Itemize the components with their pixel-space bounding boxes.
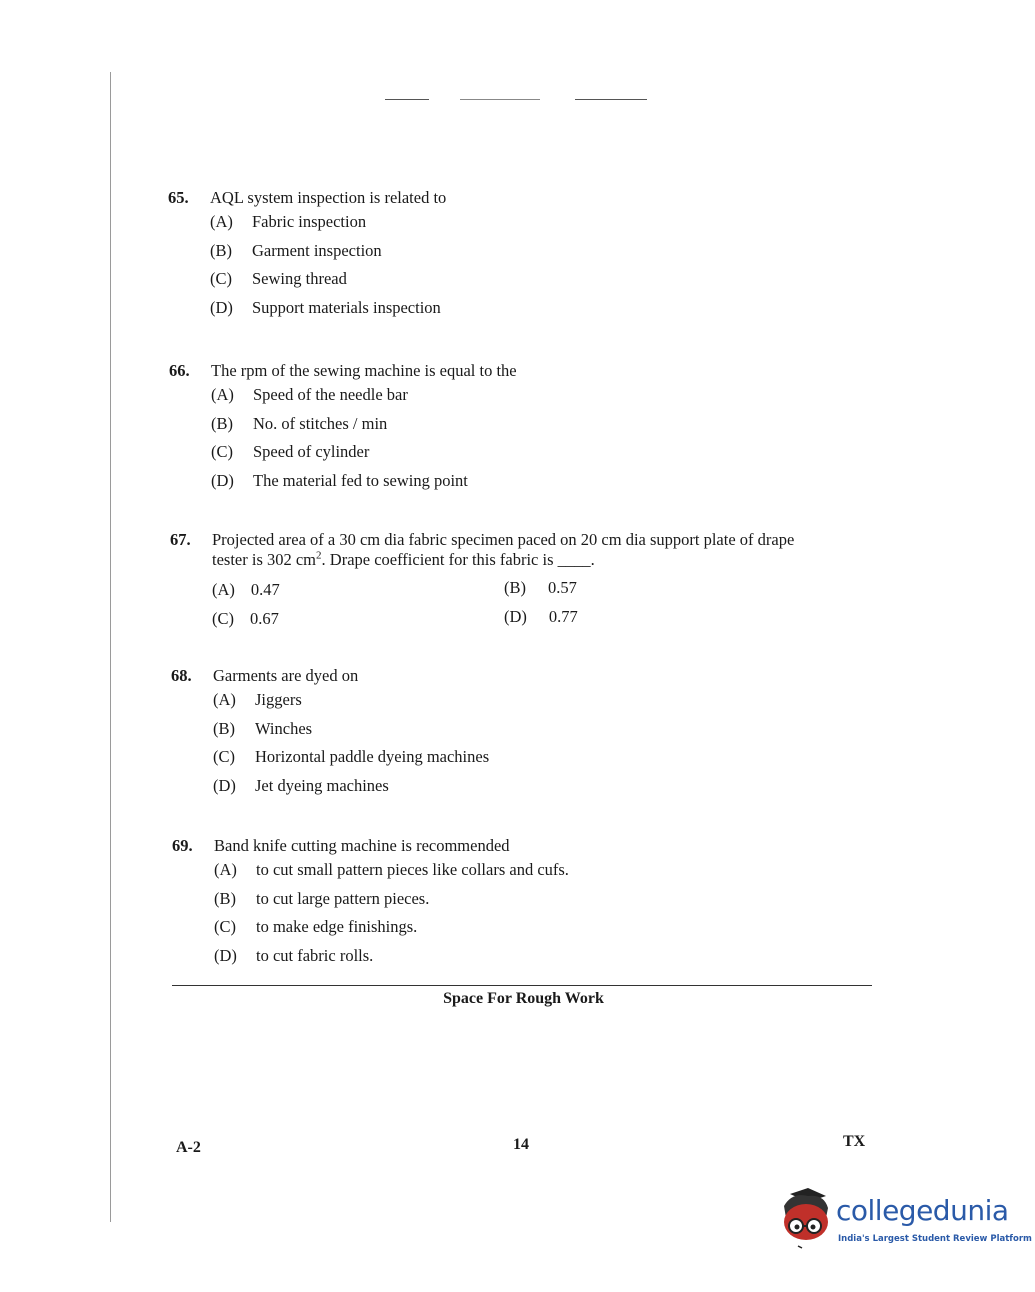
- question-number: 66.: [169, 361, 190, 380]
- page-number: 14: [513, 1136, 529, 1153]
- question-number: 68.: [171, 666, 192, 685]
- collegedunia-logo: [778, 1186, 1032, 1256]
- option-b: (B) to cut large pattern pieces.: [214, 888, 430, 908]
- scan-mark: [460, 99, 540, 100]
- option-d: (D) The material fed to sewing point: [211, 470, 468, 490]
- question-number: 67.: [170, 530, 191, 549]
- option-b: (B) 0.57: [504, 578, 577, 597]
- question-text: Garments are dyed on: [213, 666, 359, 685]
- option-a: (A) Fabric inspection: [210, 212, 367, 231]
- question-69: [172, 836, 872, 970]
- footer-code: A-2: [176, 1139, 201, 1156]
- question-text: Projected area of a 30 cm dia fabric specimen paced on 20 cm dia support plate of drape tester is 302 $cm^2$. Drape coefficient for this fabric is ____.: [212, 530, 795, 569]
- scan-mark: [385, 99, 429, 100]
- option-b: (B) No. of stitches / min: [211, 413, 388, 433]
- divider-rule: [172, 985, 872, 986]
- option-c: (C) Sewing thread: [210, 269, 347, 289]
- question-text: AQL system inspection is related to: [210, 188, 447, 207]
- rough-work-label: Space For Rough Work: [443, 990, 604, 1007]
- question-number: 65.: [168, 188, 189, 207]
- question-text: Band knife cutting machine is recommended: [214, 836, 510, 855]
- option-c: (C) Speed of cylinder: [211, 442, 370, 462]
- margin-line: [110, 72, 111, 1222]
- option-c: (C) 0.67: [212, 609, 279, 628]
- question-number: 69.: [172, 836, 193, 855]
- option-a: (A) to cut small pattern pieces like collars and cufs.: [214, 860, 569, 879]
- option-d: (D) 0.77: [504, 607, 578, 626]
- option-a: (A) Speed of the needle bar: [211, 385, 408, 404]
- mascot-icon: [778, 1186, 836, 1256]
- question-68: [171, 666, 871, 800]
- logo-tagline: India's Largest Student Review Platform: [838, 1234, 1032, 1244]
- option-a: (A) Jiggers: [213, 690, 302, 709]
- option-d: (D) to cut fabric rolls.: [214, 945, 374, 965]
- option-c: (C) Horizontal paddle dyeing machines: [213, 747, 490, 767]
- option-d: (D) Jet dyeing machines: [213, 775, 389, 795]
- logo-wordmark: collegedunia: [836, 1194, 1009, 1227]
- footer-subject: TX: [843, 1133, 866, 1150]
- question-text: The rpm of the sewing machine is equal to the: [211, 361, 517, 380]
- option-d: (D) Support materials inspection: [210, 297, 441, 317]
- option-c: (C) to make edge finishings.: [214, 917, 418, 937]
- question-67: [170, 530, 870, 640]
- option-a: (A) 0.47: [212, 580, 280, 599]
- question-66: [169, 361, 869, 495]
- option-b: (B) Winches: [213, 718, 313, 738]
- question-65: [168, 188, 868, 322]
- scan-mark: [575, 99, 647, 100]
- option-b: (B) Garment inspection: [210, 240, 382, 260]
